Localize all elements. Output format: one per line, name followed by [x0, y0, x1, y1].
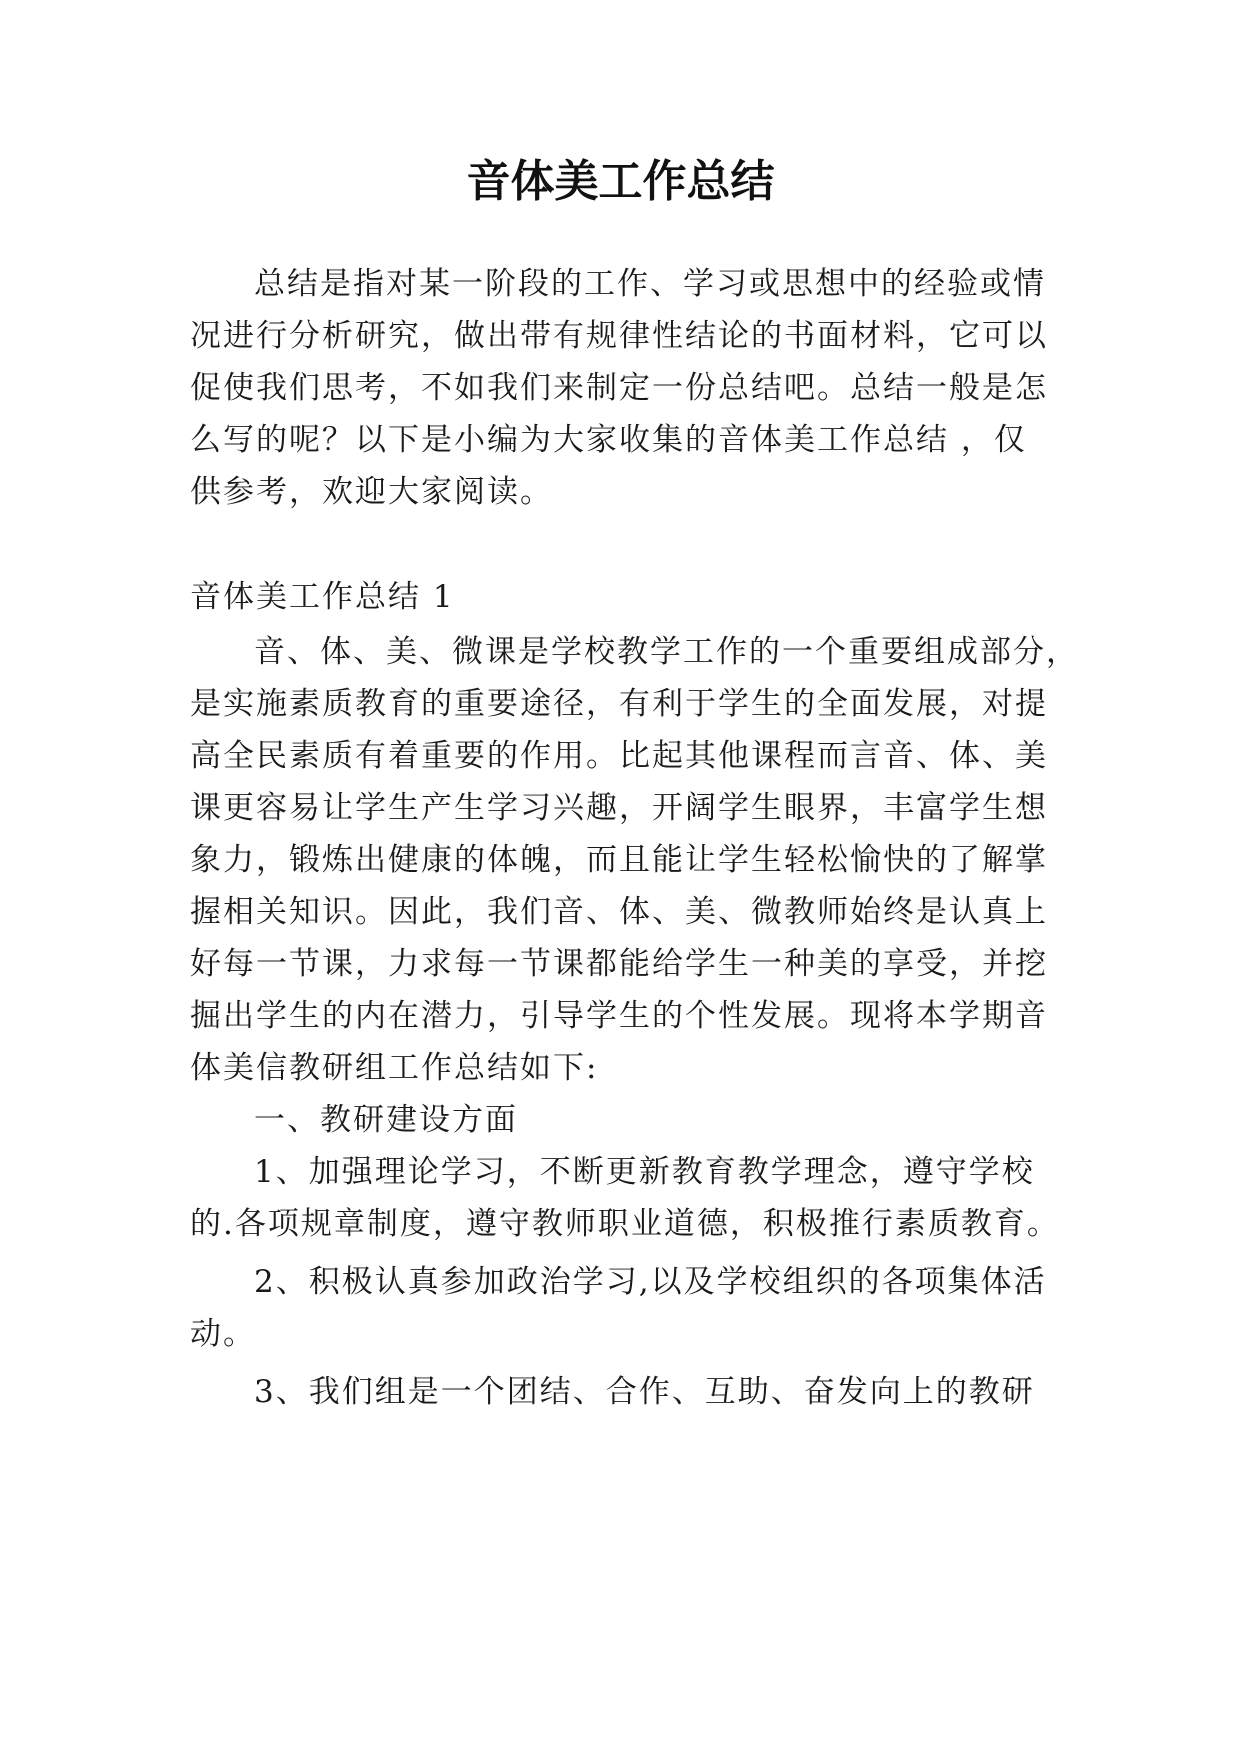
body-line: 象力，锻炼出健康的体魄，而且能让学生轻松愉快的了解掌	[190, 842, 1048, 878]
intro-line: 总结是指对某一阶段的工作、学习或思想中的经验或情	[254, 266, 1046, 302]
body-line: 高全民素质有着重要的作用。比起其他课程而言音、体、美	[190, 738, 1048, 774]
body-line: 体美信教研组工作总结如下:	[190, 1050, 599, 1086]
item-line: 3、我们组是一个团结、合作、互助、奋发向上的教研	[254, 1374, 1035, 1410]
section-heading: 音体美工作总结 1	[190, 579, 455, 615]
body-line: 掘出学生的内在潜力，引导学生的个性发展。现将本学期音	[190, 998, 1048, 1034]
body-line: 是实施素质教育的重要途径，有利于学生的全面发展，对提	[190, 686, 1048, 722]
intro-line: 供参考，欢迎大家阅读。	[190, 474, 553, 510]
body-line: 好每一节课，力求每一节课都能给学生一种美的享受，并挖	[190, 946, 1048, 982]
item-line: 的.各项规章制度，遵守教师职业道德，积极推行素质教育。	[190, 1206, 1060, 1242]
body-line: 握相关知识。因此，我们音、体、美、微教师始终是认真上	[190, 894, 1048, 930]
body-line: 课更容易让学生产生学习兴趣，开阔学生眼界，丰富学生想	[190, 790, 1048, 826]
intro-line: 况进行分析研究，做出带有规律性结论的书面材料，它可以	[190, 318, 1048, 354]
intro-line: 么写的呢？以下是小编为大家收集的音体美工作总结 ，仅	[190, 422, 1027, 458]
subheading: 一、教研建设方面	[254, 1102, 518, 1138]
body-line: 音、体、美、微课是学校教学工作的一个重要组成部分，	[254, 634, 1079, 670]
document-title: 音体美工作总结	[466, 156, 775, 207]
item-line: 2、积极认真参加政治学习,以及学校组织的各项集体活	[254, 1264, 1047, 1300]
intro-line: 促使我们思考，不如我们来制定一份总结吧。总结一般是怎	[190, 370, 1048, 406]
item-line: 动。	[190, 1316, 256, 1352]
item-line: 1、加强理论学习，不断更新教育教学理念，遵守学校	[254, 1154, 1035, 1190]
